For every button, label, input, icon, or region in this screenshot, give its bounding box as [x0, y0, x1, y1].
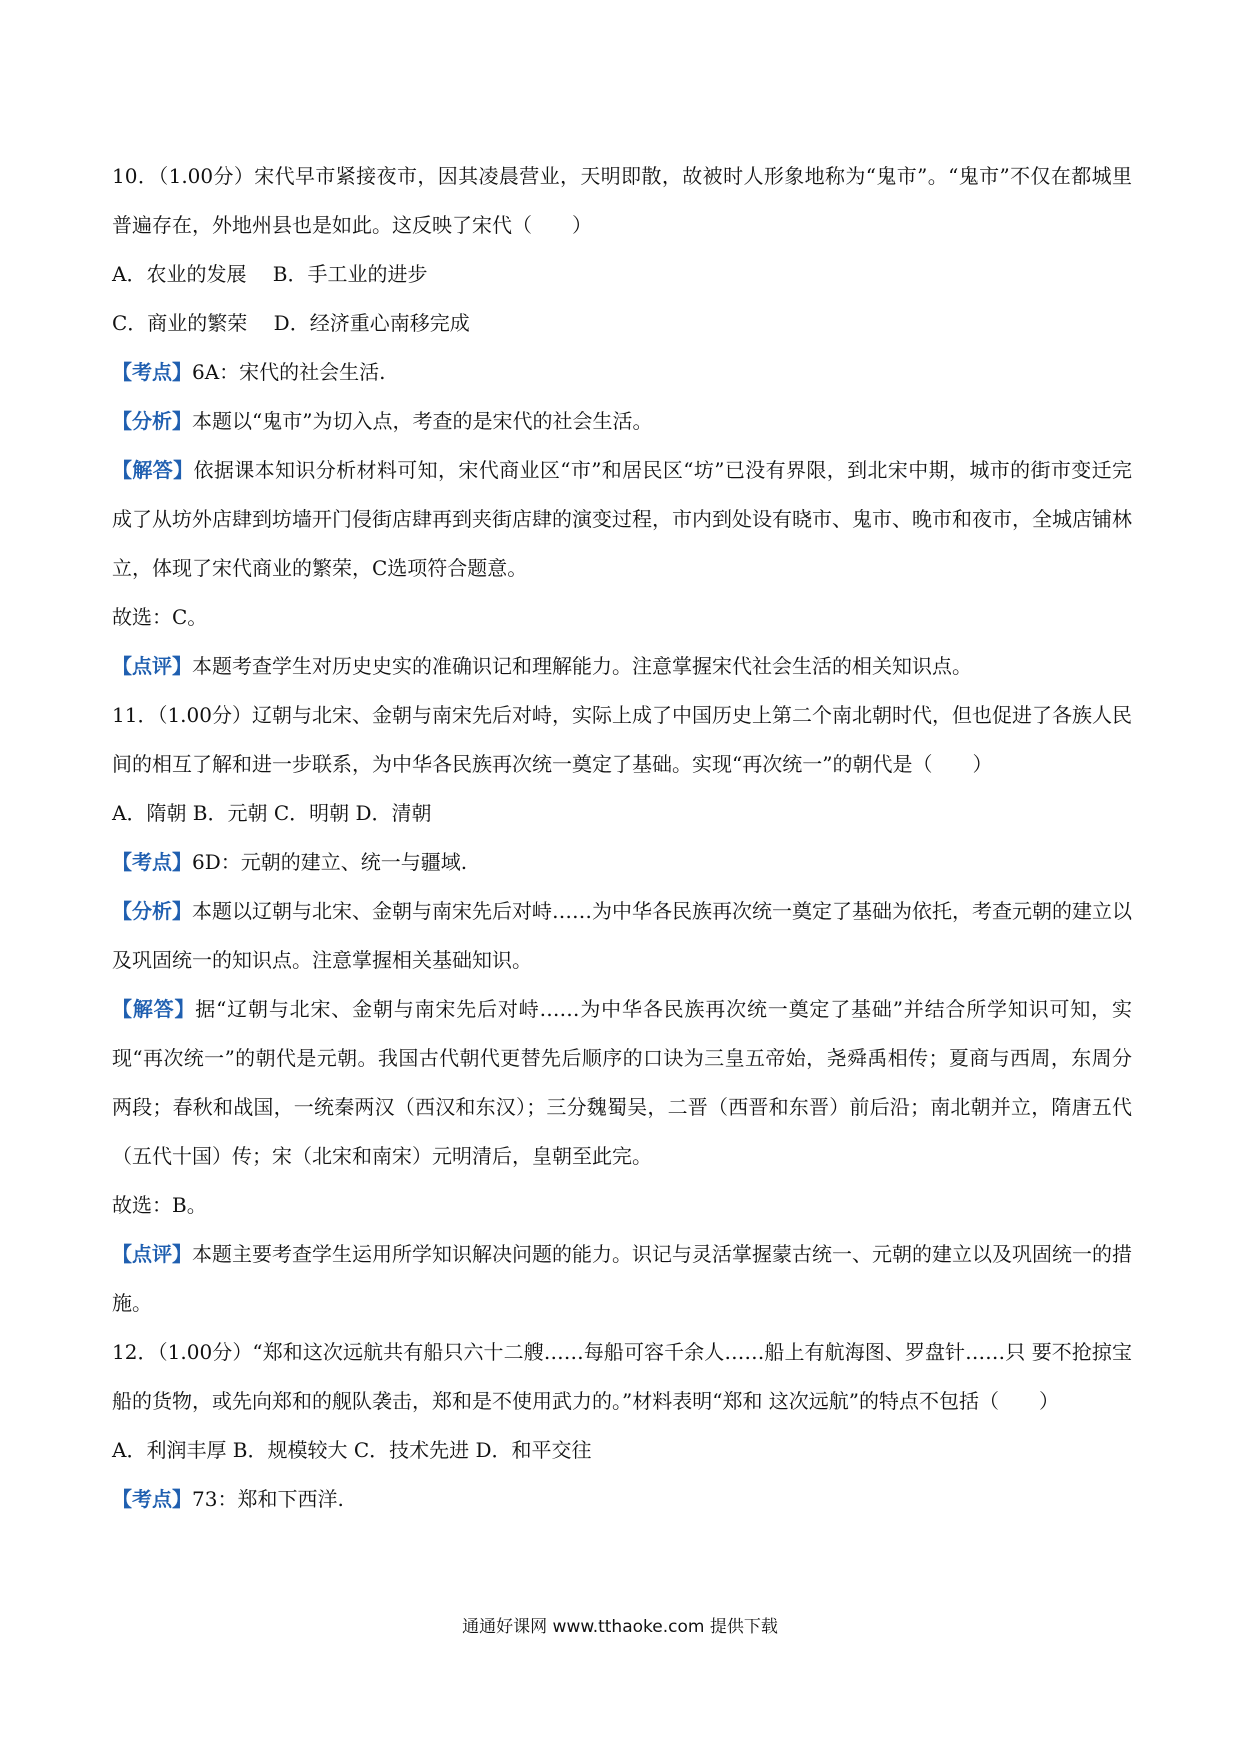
- kaodian-text: 6A：宋代的社会生活.: [192, 360, 386, 384]
- question-11-jieda: [112, 985, 1132, 1181]
- dianping-text: 本题考查学生对历史史实的准确识记和理解能力。注意掌握宋代社会生活的相关知识点。: [192, 654, 972, 678]
- question-11-fenxi: [112, 887, 1132, 985]
- jieda-text: 据“辽朝与北宋、金朝与南宋先后对峙……为中华各民族再次统一奠定了基础”并结合所学知识可知，实现“再次统一”的朝代是元朝。我国古代朝代更替先后顺序的口诀为三皇五帝始，尧舜禹相传；夏商与西周，东周分两段；春秋和战国，一统秦两汉（西汉和东汉）；三分魏蜀吴，二晋（西晋和东晋）前后沿；南北朝并立，隋唐五代（五代十国）传；宋（北宋和南宋）元明清后，皇朝至此完。: [112, 997, 1132, 1168]
- fenxi-label: 【分析】: [112, 409, 192, 433]
- question-10-options-line-2: C．商业的繁荣 D．经济重心南移完成: [112, 311, 470, 335]
- question-12-options: A．利润丰厚 B．规模较大 C．技术先进 D．和平交往: [112, 1438, 592, 1462]
- question-11-options: A．隋朝 B．元朝 C．明朝 D．清朝: [112, 801, 432, 825]
- question-10-jieda: [112, 446, 1132, 593]
- jieda-label: 【解答】: [112, 458, 194, 482]
- question-10-kaodian: [112, 348, 1132, 397]
- dianping-label: 【点评】: [112, 1242, 192, 1266]
- question-10-stem: 10．（1.00分）宋代早市紧接夜市，因其凌晨营业，天明即散，故被时人形象地称为“鬼市”。“鬼市”不仅在都城里普遍存在，外地州县也是如此。这反映了宋代（ ）: [112, 164, 1132, 237]
- jieda-text: 依据课本知识分析材料可知，宋代商业区“市”和居民区“坊”已没有界限，到北宋中期，城市的街市变迁完成了从坊外店肆到坊墙开门侵街店肆再到夹街店肆的演变过程，市内到处设有晓市、鬼市、晚市和夜市，全城店铺林立，体现了宋代商业的繁荣，C选项符合题意。: [112, 458, 1132, 580]
- fenxi-label: 【分析】: [112, 899, 192, 923]
- question-12-kaodian: [112, 1475, 1132, 1524]
- jieda-label: 【解答】: [112, 997, 196, 1021]
- fenxi-text: 本题以“鬼市”为切入点，考查的是宋代的社会生活。: [192, 409, 653, 433]
- question-11-answer: 故选：B。: [112, 1193, 207, 1217]
- dianping-text: 本题主要考查学生运用所学知识解决问题的能力。识记与灵活掌握蒙古统一、元朝的建立以及巩固统一的措施。: [112, 1242, 1132, 1315]
- kaodian-label: 【考点】: [112, 1487, 192, 1511]
- question-10-answer: 故选：C。: [112, 605, 208, 629]
- page-content: [112, 152, 1132, 1524]
- question-10-dianping: [112, 642, 1132, 691]
- fenxi-text: 本题以辽朝与北宋、金朝与南宋先后对峙……为中华各民族再次统一奠定了基础为依托，考查元朝的建立以及巩固统一的知识点。注意掌握相关基础知识。: [112, 899, 1132, 972]
- question-10-options-line-1: A．农业的发展 B．手工业的进步: [112, 262, 428, 286]
- kaodian-text: 73：郑和下西洋.: [192, 1487, 344, 1511]
- kaodian-text: 6D：元朝的建立、统一与疆域.: [192, 850, 468, 874]
- question-11-stem: 11．（1.00分）辽朝与北宋、金朝与南宋先后对峙，实际上成了中国历史上第二个南北朝时代，但也促进了各族人民间的相互了解和进一步联系，为中华各民族再次统一奠定了基础。实现“再次统一”的朝代是（ ）: [112, 703, 1132, 776]
- page-footer: 通通好课网 www.tthaoke.com 提供下载: [462, 1617, 778, 1637]
- kaodian-label: 【考点】: [112, 360, 192, 384]
- question-11-kaodian: [112, 838, 1132, 887]
- question-12-stem: 12．（1.00分）“郑和这次远航共有船只六十二艘……每船可容千余人……船上有航海图、罗盘针……只 要不抢掠宝船的货物，或先向郑和的舰队袭击，郑和是不使用武力的。”材料表明“郑和 这次远航”的特点不包括（ ）: [112, 1340, 1132, 1413]
- question-10-fenxi: [112, 397, 1132, 446]
- question-11-dianping: [112, 1230, 1132, 1328]
- dianping-label: 【点评】: [112, 654, 192, 678]
- kaodian-label: 【考点】: [112, 850, 192, 874]
